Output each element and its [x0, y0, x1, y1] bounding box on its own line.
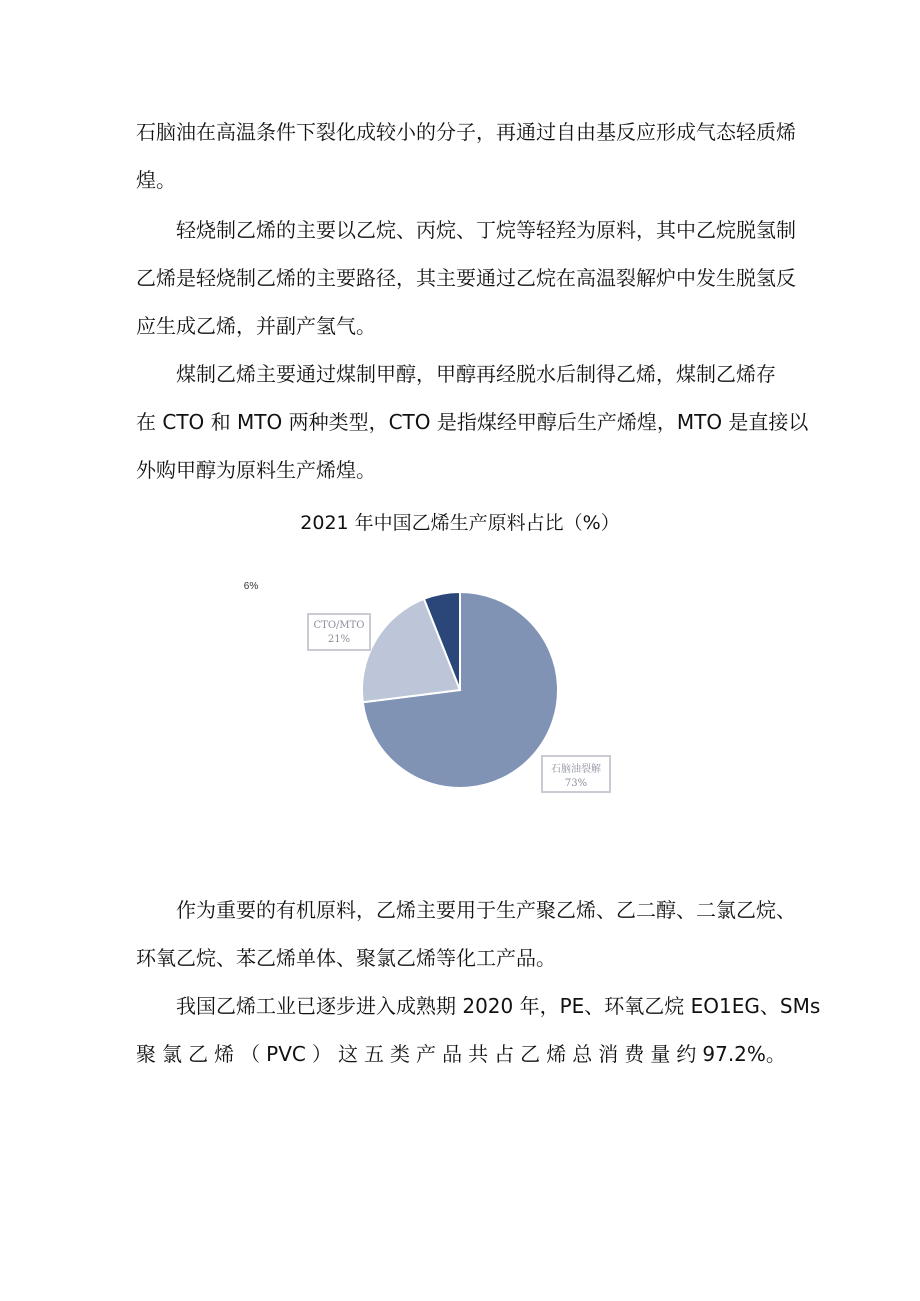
label-naphtha-pct: 73% [564, 778, 588, 789]
p3-line3: 外购甲醇为原料生产烯煌。 [136, 458, 376, 482]
p2-line1: 轻烧制乙烯的主要以乙烷、丙烷、丁烷等轻羟为原料，其中乙烷脱氢制 [176, 218, 796, 242]
p5-line2-token: PVC [266, 1042, 306, 1066]
p5-line2-token: 氯 [162, 1042, 183, 1066]
p5-line2 [136, 1040, 786, 1068]
p5-line2-token: 消 [598, 1042, 619, 1066]
p5-line1: 我国乙烯工业已逐步进入成熟期 2020 年，PE、环氧乙烷 EO1EG、SMs [176, 994, 821, 1018]
p5-line2-token: 产 [416, 1042, 437, 1066]
p5-line2-token: 五 [363, 1042, 384, 1066]
label-naphtha-name: 石脑油裂解 [551, 764, 601, 775]
label-cto-pct: 21% [327, 634, 351, 645]
label-6pct: 6% [243, 581, 259, 592]
p5-line2-token: 约 [676, 1042, 697, 1066]
label-cto-name: CTO/MTO [313, 620, 365, 631]
pie-chart [230, 560, 670, 810]
p5-line2-token: 总 [572, 1042, 593, 1066]
p5-line2-token: ） [311, 1042, 332, 1066]
p5-line2-token: 类 [390, 1042, 410, 1066]
p3-line2: 在 CTO 和 MTO 两种类型，CTO 是指煤经甲醇后生产烯煌，MTO 是直接以 [136, 410, 809, 434]
p5-line2-token: 品 [442, 1042, 463, 1066]
p2-line3: 应生成乙烯，并副产氢气。 [136, 314, 376, 338]
p2-line2: 乙烯是轻烧制乙烯的主要路径，其主要通过乙烷在高温裂解炉中发生脱氢反 [136, 266, 796, 290]
p5-line2-token: 97.2%。 [702, 1042, 786, 1066]
p5-line2-token: 聚 [136, 1042, 156, 1066]
p1-line1: 石脑油在高温条件下裂化成较小的分子，再通过自由基反应形成气态轻质烯 [136, 120, 796, 144]
p4-line2: 环氧乙烷、苯乙烯单体、聚氯乙烯等化工产品。 [136, 946, 556, 970]
p5-line2-token: 费 [624, 1042, 645, 1066]
p5-line2-token: 乙 [188, 1042, 209, 1066]
p5-line2-token: 烯 [214, 1042, 235, 1066]
p5-line2-token: 乙 [520, 1042, 541, 1066]
p5-line2-token: 共 [468, 1042, 489, 1066]
p5-line2-token: 这 [337, 1042, 358, 1066]
p5-line2-token: （ [240, 1042, 261, 1066]
p5-line2-token: 量 [650, 1042, 671, 1066]
p1-line2: 煌。 [136, 168, 176, 192]
p3-line1: 煤制乙烯主要通过煤制甲醇，甲醇再经脱水后制得乙烯，煤制乙烯存 [176, 362, 776, 386]
p4-line1: 作为重要的有机原料，乙烯主要用于生产聚乙烯、乙二醇、二氯乙烷、 [176, 898, 796, 922]
p5-line2-token: 占 [494, 1042, 515, 1066]
p5-line2-token: 烯 [546, 1042, 567, 1066]
chart-title: 2021 年中国乙烯生产原料占比（%） [300, 512, 620, 534]
